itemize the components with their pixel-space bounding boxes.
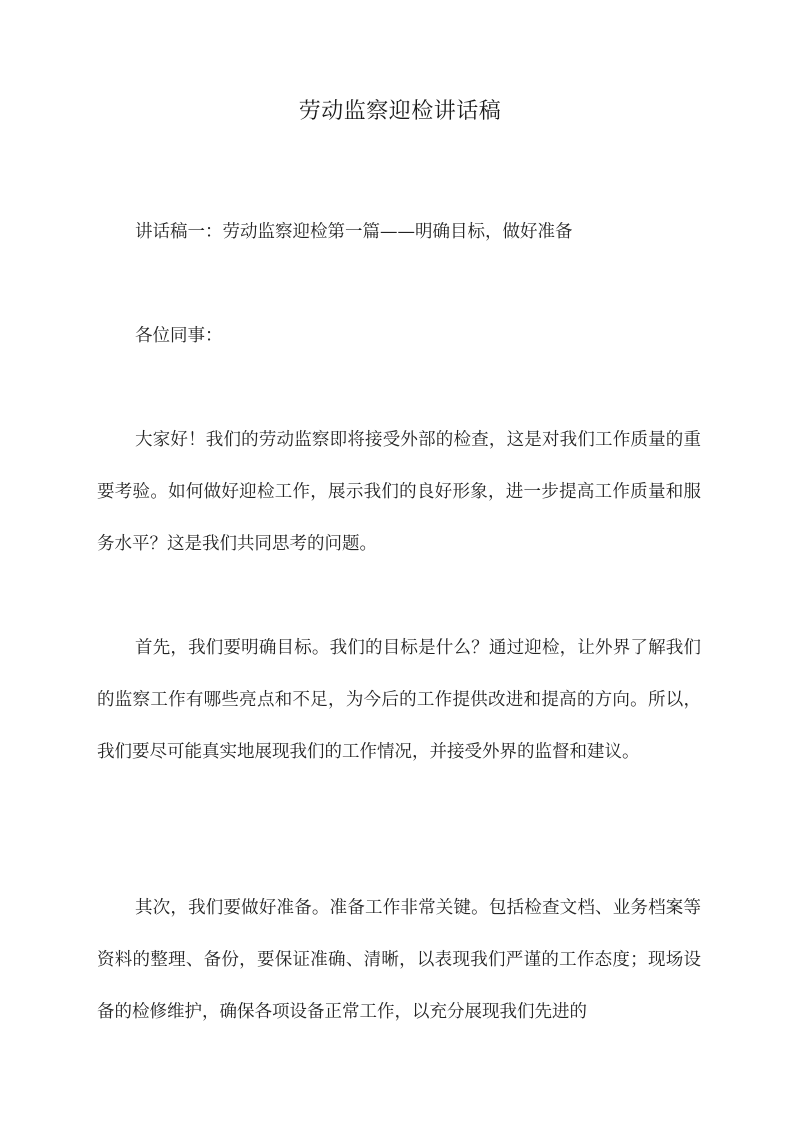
greeting-paragraph: 各位同事： xyxy=(135,326,223,346)
second-point-paragraph: 其次，我们要做好准备。准备工作非常关键。包括检查文档、业务档案等资料的整理、备份，要保证准确、清晰，以表现我们严谨的工作态度；现场设备的检修维护，确保各项设备正常工作，以充分展现我们先进的 xyxy=(97,898,701,1022)
speech-subtitle: 讲话稿一：劳动监察迎检第一篇——明确目标，做好准备 xyxy=(135,222,573,242)
intro-paragraph: 大家好！我们的劳动监察即将接受外部的检查，这是对我们工作质量的重要考验。如何做好迎检工作，展示我们的良好形象，进一步提高工作质量和服务水平？这是我们共同思考的问题。 xyxy=(97,430,701,554)
first-point-paragraph: 首先，我们要明确目标。我们的目标是什么？通过迎检，让外界了解我们的监察工作有哪些亮点和不足，为今后的工作提供改进和提高的方向。所以，我们要尽可能真实地展现我们的工作情况，并接受外界的监督和建议。 xyxy=(97,638,701,762)
document-title: 劳动监察迎检讲话稿 xyxy=(298,99,502,124)
